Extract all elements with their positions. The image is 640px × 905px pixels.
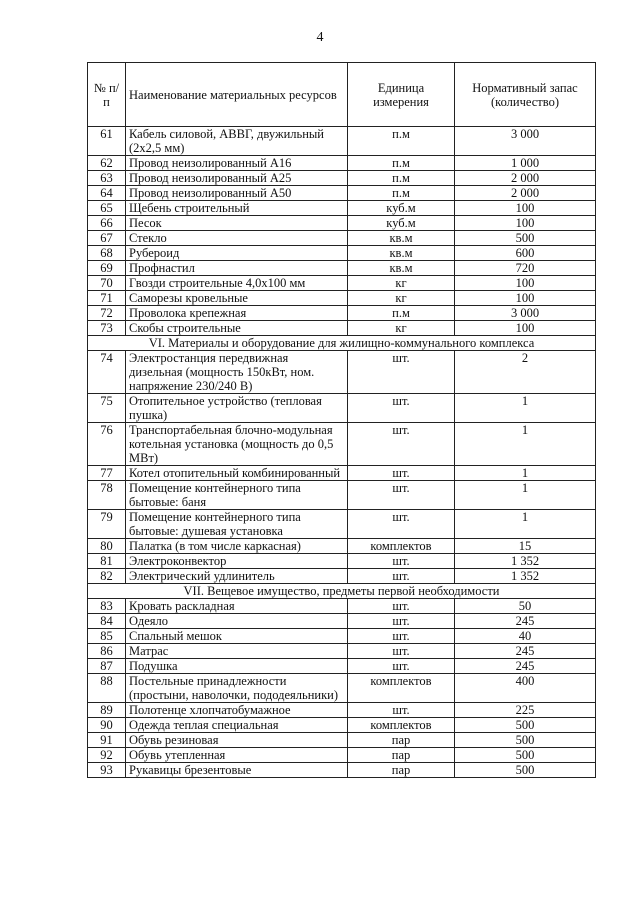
table-row <box>88 276 596 291</box>
section-row <box>88 336 596 351</box>
table-row <box>88 569 596 584</box>
row-unit: комплектов <box>348 539 455 554</box>
row-number: 92 <box>88 748 126 763</box>
row-number: 76 <box>88 423 126 466</box>
table-row <box>88 481 596 510</box>
table-row <box>88 231 596 246</box>
row-number: 78 <box>88 481 126 510</box>
row-number: 83 <box>88 599 126 614</box>
row-number: 72 <box>88 306 126 321</box>
row-name: Провод неизолированный А16 <box>126 156 348 171</box>
section-row <box>88 584 596 599</box>
table-row <box>88 539 596 554</box>
row-unit: шт. <box>348 394 455 423</box>
row-name: Полотенце хлопчатобумажное <box>126 703 348 718</box>
row-quantity: 100 <box>455 291 596 306</box>
section-title: VII. Вещевое имущество, предметы первой необходимости <box>88 584 596 599</box>
row-quantity: 245 <box>455 659 596 674</box>
row-unit: шт. <box>348 481 455 510</box>
row-unit: п.м <box>348 306 455 321</box>
row-quantity: 2 <box>455 351 596 394</box>
resources-table <box>87 62 596 778</box>
row-name: Рукавицы брезентовые <box>126 763 348 778</box>
row-name: Провод неизолированный А25 <box>126 171 348 186</box>
row-number: 84 <box>88 614 126 629</box>
row-unit: шт. <box>348 510 455 539</box>
row-number: 69 <box>88 261 126 276</box>
row-unit: куб.м <box>348 201 455 216</box>
row-quantity: 2 000 <box>455 186 596 201</box>
table-row <box>88 703 596 718</box>
row-unit: шт. <box>348 466 455 481</box>
row-number: 66 <box>88 216 126 231</box>
table-row <box>88 351 596 394</box>
table-row <box>88 748 596 763</box>
row-quantity: 400 <box>455 674 596 703</box>
row-quantity: 500 <box>455 748 596 763</box>
table-row <box>88 614 596 629</box>
table-row <box>88 629 596 644</box>
row-unit: шт. <box>348 599 455 614</box>
row-quantity: 3 000 <box>455 306 596 321</box>
row-name: Гвозди строительные 4,0х100 мм <box>126 276 348 291</box>
row-unit: п.м <box>348 186 455 201</box>
row-quantity: 100 <box>455 216 596 231</box>
row-name: Рубероид <box>126 246 348 261</box>
row-name: Транспортабельная блочно-модульная котельная установка (мощность до 0,5 МВт) <box>126 423 348 466</box>
row-unit: кг <box>348 321 455 336</box>
row-name: Спальный мешок <box>126 629 348 644</box>
row-number: 91 <box>88 733 126 748</box>
row-name: Постельные принадлежности (простыни, наволочки, пододеяльники) <box>126 674 348 703</box>
table-row <box>88 201 596 216</box>
row-quantity: 1 <box>455 423 596 466</box>
row-quantity: 1 <box>455 394 596 423</box>
row-quantity: 15 <box>455 539 596 554</box>
row-number: 77 <box>88 466 126 481</box>
row-number: 80 <box>88 539 126 554</box>
row-number: 67 <box>88 231 126 246</box>
table-row <box>88 466 596 481</box>
table-row <box>88 321 596 336</box>
row-number: 64 <box>88 186 126 201</box>
row-unit: п.м <box>348 127 455 156</box>
row-quantity: 50 <box>455 599 596 614</box>
row-unit: комплектов <box>348 674 455 703</box>
row-number: 62 <box>88 156 126 171</box>
row-number: 86 <box>88 644 126 659</box>
row-unit: пар <box>348 733 455 748</box>
row-name: Помещение контейнерного типа бытовые: баня <box>126 481 348 510</box>
row-quantity: 1 <box>455 510 596 539</box>
row-name: Одежда теплая специальная <box>126 718 348 733</box>
row-quantity: 1 000 <box>455 156 596 171</box>
row-quantity: 500 <box>455 763 596 778</box>
row-number: 79 <box>88 510 126 539</box>
table-row <box>88 674 596 703</box>
table-row <box>88 510 596 539</box>
row-name: Матрас <box>126 644 348 659</box>
table-row <box>88 423 596 466</box>
row-quantity: 1 352 <box>455 554 596 569</box>
table-row <box>88 644 596 659</box>
row-name: Одеяло <box>126 614 348 629</box>
page-number: 4 <box>316 30 324 45</box>
row-number: 81 <box>88 554 126 569</box>
table-row <box>88 171 596 186</box>
row-quantity: 245 <box>455 644 596 659</box>
header-num: № п/п <box>88 63 126 127</box>
row-unit: шт. <box>348 351 455 394</box>
row-name: Провод неизолированный А50 <box>126 186 348 201</box>
table-row <box>88 156 596 171</box>
table-row <box>88 186 596 201</box>
row-number: 74 <box>88 351 126 394</box>
row-name: Электрический удлинитель <box>126 569 348 584</box>
table-row <box>88 718 596 733</box>
row-quantity: 500 <box>455 231 596 246</box>
row-quantity: 3 000 <box>455 127 596 156</box>
row-name: Кровать раскладная <box>126 599 348 614</box>
row-number: 87 <box>88 659 126 674</box>
row-number: 63 <box>88 171 126 186</box>
row-quantity: 2 000 <box>455 171 596 186</box>
row-quantity: 225 <box>455 703 596 718</box>
row-number: 88 <box>88 674 126 703</box>
table-row <box>88 306 596 321</box>
row-name: Подушка <box>126 659 348 674</box>
row-number: 65 <box>88 201 126 216</box>
header-qty: Нормативный запас (количество) <box>455 63 596 127</box>
row-name: Стекло <box>126 231 348 246</box>
header-unit: Единица измерения <box>348 63 455 127</box>
row-unit: шт. <box>348 554 455 569</box>
table-row <box>88 127 596 156</box>
row-number: 71 <box>88 291 126 306</box>
row-quantity: 600 <box>455 246 596 261</box>
row-unit: кг <box>348 276 455 291</box>
table-row <box>88 394 596 423</box>
row-name: Кабель силовой, АВВГ, двужильный (2х2,5 мм) <box>126 127 348 156</box>
row-number: 82 <box>88 569 126 584</box>
table-row <box>88 261 596 276</box>
table-row <box>88 554 596 569</box>
row-unit: кв.м <box>348 231 455 246</box>
row-number: 85 <box>88 629 126 644</box>
row-unit: пар <box>348 763 455 778</box>
row-quantity: 1 352 <box>455 569 596 584</box>
table-row <box>88 599 596 614</box>
row-name: Проволока крепежная <box>126 306 348 321</box>
row-unit: кв.м <box>348 261 455 276</box>
row-name: Обувь утепленная <box>126 748 348 763</box>
row-number: 61 <box>88 127 126 156</box>
row-quantity: 100 <box>455 276 596 291</box>
row-unit: куб.м <box>348 216 455 231</box>
row-number: 89 <box>88 703 126 718</box>
row-name: Помещение контейнерного типа бытовые: душевая установка <box>126 510 348 539</box>
row-unit: п.м <box>348 171 455 186</box>
row-quantity: 500 <box>455 718 596 733</box>
table-row <box>88 291 596 306</box>
row-name: Скобы строительные <box>126 321 348 336</box>
table-row <box>88 733 596 748</box>
row-unit: шт. <box>348 659 455 674</box>
row-name: Профнастил <box>126 261 348 276</box>
row-unit: шт. <box>348 614 455 629</box>
row-unit: п.м <box>348 156 455 171</box>
row-quantity: 1 <box>455 481 596 510</box>
row-unit: шт. <box>348 423 455 466</box>
row-quantity: 100 <box>455 201 596 216</box>
row-quantity: 1 <box>455 466 596 481</box>
row-quantity: 40 <box>455 629 596 644</box>
row-number: 75 <box>88 394 126 423</box>
row-number: 70 <box>88 276 126 291</box>
row-unit: комплектов <box>348 718 455 733</box>
row-quantity: 245 <box>455 614 596 629</box>
row-unit: шт. <box>348 629 455 644</box>
row-name: Котел отопительный комбинированный <box>126 466 348 481</box>
row-name: Щебень строительный <box>126 201 348 216</box>
header-name: Наименование материальных ресурсов <box>126 63 348 127</box>
row-name: Электростанция передвижная дизельная (мощность 150кВт, ном. напряжение 230/240 В) <box>126 351 348 394</box>
row-number: 90 <box>88 718 126 733</box>
row-number: 73 <box>88 321 126 336</box>
table-row <box>88 659 596 674</box>
row-unit: шт. <box>348 703 455 718</box>
row-unit: кг <box>348 291 455 306</box>
row-unit: пар <box>348 748 455 763</box>
row-name: Саморезы кровельные <box>126 291 348 306</box>
table-header-row <box>88 63 596 127</box>
row-unit: шт. <box>348 644 455 659</box>
row-name: Отопительное устройство (тепловая пушка) <box>126 394 348 423</box>
row-name: Песок <box>126 216 348 231</box>
row-name: Обувь резиновая <box>126 733 348 748</box>
row-unit: шт. <box>348 569 455 584</box>
table-body <box>88 127 596 778</box>
row-unit: кв.м <box>348 246 455 261</box>
row-quantity: 100 <box>455 321 596 336</box>
table-row <box>88 246 596 261</box>
table-row <box>88 763 596 778</box>
row-quantity: 500 <box>455 733 596 748</box>
row-name: Палатка (в том числе каркасная) <box>126 539 348 554</box>
row-number: 93 <box>88 763 126 778</box>
row-name: Электроконвектор <box>126 554 348 569</box>
row-quantity: 720 <box>455 261 596 276</box>
section-title: VI. Материалы и оборудование для жилищно-коммунального комплекса <box>88 336 596 351</box>
table-row <box>88 216 596 231</box>
row-number: 68 <box>88 246 126 261</box>
